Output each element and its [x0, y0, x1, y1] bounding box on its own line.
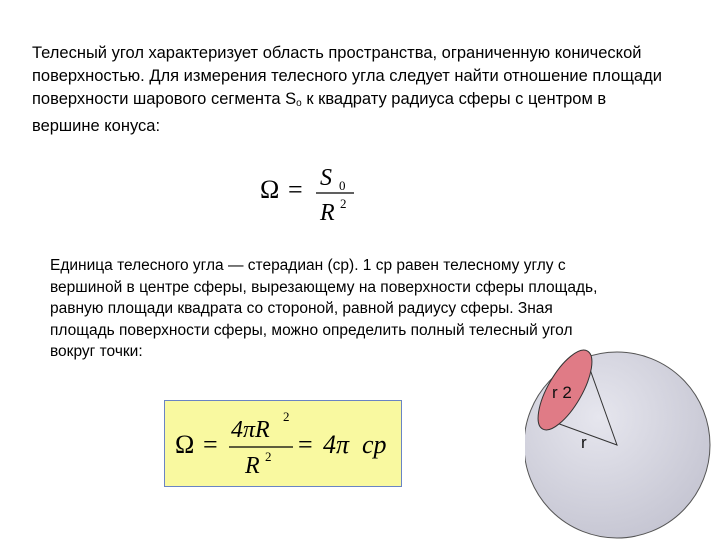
omega-symbol: Ω	[260, 175, 280, 204]
equals-sign-2: =	[298, 430, 313, 459]
numerator-s: S	[320, 165, 332, 191]
unit-sr: ср	[362, 430, 387, 459]
denominator-r: R	[245, 453, 260, 479]
formula-full-angle-box	[164, 400, 402, 487]
numerator-4pir: 4πR	[231, 417, 270, 443]
sphere-diagram	[525, 340, 720, 540]
cap-area-label: r 2	[552, 383, 572, 402]
paragraph-definition-text: Телесный угол характеризует область пространства, ограниченную конической поверхностью. Для измерения телесного угла следует найти отношение площади поверхности шарового сегмента S	[32, 44, 662, 108]
radius-label: r	[581, 433, 587, 452]
denominator-r: R	[320, 200, 335, 226]
numerator-subscript: 0	[339, 178, 346, 193]
equals-sign: =	[288, 175, 303, 204]
paragraph-definition-text-end: к квадрату радиуса сферы с центром в вершине конуса:	[32, 90, 607, 135]
denominator-superscript: 2	[265, 449, 272, 464]
equals-sign: =	[203, 430, 218, 459]
omega-symbol: Ω	[175, 430, 195, 459]
paragraph-steradian: Единица телесного угла — стерадиан (ср). 1 ср равен телесному углу с вершиной в центре сферы, вырезающему на поверхности сферы площадь, равную площади квадрата со стороной, равной радиусу сферы. Зная площадь поверхности сферы, можно определить полный телесный угол вокруг точки:	[50, 257, 598, 360]
denominator-superscript: 2	[340, 196, 347, 211]
numerator-superscript: 2	[283, 409, 290, 424]
result-4pi: 4π	[323, 430, 350, 459]
formula-full-angle	[165, 401, 403, 488]
formula-solid-angle	[250, 160, 370, 230]
subscript-o: o	[296, 98, 302, 109]
paragraph-definition	[32, 42, 672, 138]
